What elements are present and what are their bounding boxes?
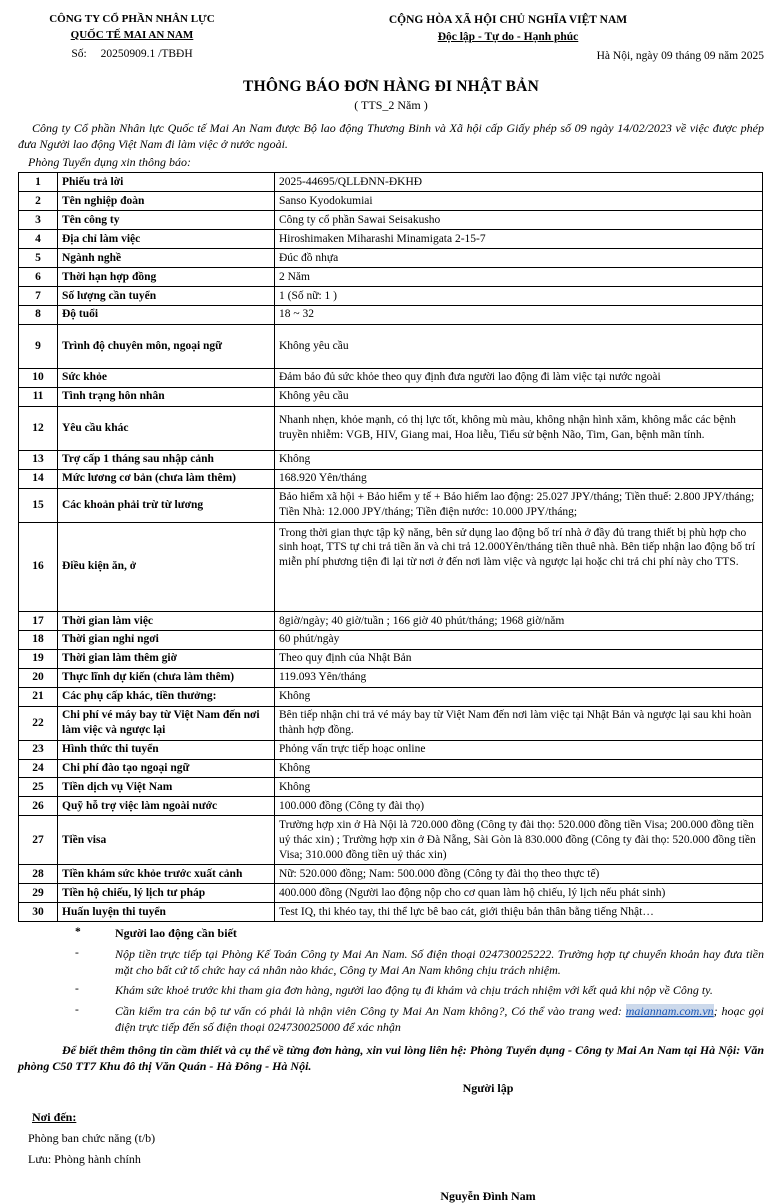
row-label-cell: Tiền khám sức khỏe trước xuất cảnh (58, 865, 275, 884)
row-value-cell: Nhanh nhẹn, khỏe mạnh, có thị lực tốt, không mù màu, không nhận hình xăm, không mắc các bệnh truyền nhiễm: VGB, HIV, Giang mai, Hoa liễu, Tiểu sử bệnh Não, Tim, Gan, bệnh mãn tính. (275, 406, 763, 450)
table-row (19, 287, 763, 306)
table-row (19, 488, 763, 522)
row-value-cell: 8giờ/ngày; 40 giờ/tuần ; 166 giờ 40 phút/tháng; 1968 giờ/năm (275, 612, 763, 631)
row-value-cell: Đảm bảo đủ sức khỏe theo quy định đưa người lao động đi làm việc tại nước ngoài (275, 368, 763, 387)
row-number-cell: 30 (19, 903, 58, 922)
row-number-cell: 4 (19, 230, 58, 249)
row-label-cell: Hình thức thi tuyển (58, 740, 275, 759)
table-row (19, 469, 763, 488)
row-label-cell: Thực lĩnh dự kiến (chưa làm thêm) (58, 668, 275, 687)
row-value-cell: 168.920 Yên/tháng (275, 469, 763, 488)
row-number-cell: 8 (19, 305, 58, 324)
table-row (19, 903, 763, 922)
row-label-cell: Yêu cầu khác (58, 406, 275, 450)
document-number: 20250909.1 /TBĐH (100, 47, 193, 60)
note-bullet-1-text: Nộp tiền trực tiếp tại Phòng Kế Toán Công ty Mai An Nam. Số điện thoại 024730025222. Trường hợp tự chuyển khoản hay đưa tiền mặt cho bất cứ tổ chức hay cá nhân nào khác, Công ty Mai An Nam không chịu trách nhiệm. (115, 946, 764, 977)
row-number-cell: 11 (19, 387, 58, 406)
table-row (19, 406, 763, 450)
website-link[interactable]: maiannam.com.vn (625, 1004, 714, 1019)
notes-heading (18, 926, 764, 942)
row-number-cell: 29 (19, 884, 58, 903)
document-number-line (18, 46, 246, 63)
dash-marker: - (75, 983, 79, 996)
row-label-cell: Thời hạn hợp đồng (58, 268, 275, 287)
table-row (19, 612, 763, 631)
destination-item-1: Phòng ban chức năng (t/b) (28, 1131, 156, 1146)
table-row (19, 305, 763, 324)
row-value-cell: Hiroshimaken Miharashi Minamigata 2-15-7 (275, 230, 763, 249)
note-bullet-1 (18, 947, 764, 979)
table-row (19, 268, 763, 287)
row-number-cell: 2 (19, 192, 58, 211)
row-value-cell: Công ty cổ phần Sawai Seisakusho (275, 211, 763, 230)
asterisk-marker: * (75, 925, 81, 938)
row-number-cell: 9 (19, 324, 58, 368)
row-number-cell: 10 (19, 368, 58, 387)
destination-heading: Nơi đến: (32, 1110, 77, 1125)
note-bullet-3-text (115, 1004, 764, 1036)
row-label-cell: Tình trạng hôn nhân (58, 387, 275, 406)
destination-item-2: Lưu: Phòng hành chính (28, 1152, 141, 1167)
row-value-cell: Không (275, 687, 763, 706)
row-label-cell: Huấn luyện thi tuyển (58, 903, 275, 922)
row-label-cell: Tiền visa (58, 816, 275, 865)
note-bullet-2 (18, 983, 764, 999)
row-label-cell: Chi phí đào tạo ngoại ngữ (58, 759, 275, 778)
national-motto: Độc lập - Tự do - Hạnh phúc (437, 30, 579, 43)
row-label-cell: Quỹ hỗ trợ việc làm ngoài nước (58, 797, 275, 816)
row-value-cell: Không yêu cầu (275, 387, 763, 406)
note-bullet-3 (18, 1004, 764, 1036)
table-row (19, 522, 763, 612)
row-number-cell: 23 (19, 740, 58, 759)
row-number-cell: 28 (19, 865, 58, 884)
announcement-line: Phòng Tuyển dụng xin thông báo: (28, 155, 191, 170)
contact-paragraph: Để biết thêm thông tin cầm thiết và cụ thể về từng đơn hàng, xin vui lòng liên hệ: Phòng Tuyển dụng - Công ty Mai An Nam tại Hà Nội: Văn phòng C50 TT7 Khu đô thị Văn Quán - Hà Đông - Hà Nội. (18, 1042, 764, 1074)
row-number-cell: 15 (19, 488, 58, 522)
worker-notes-section (18, 926, 764, 1074)
row-number-cell: 16 (19, 522, 58, 612)
table-row (19, 387, 763, 406)
row-label-cell: Thời gian nghỉ ngơi (58, 630, 275, 649)
row-number-cell: 13 (19, 450, 58, 469)
table-row (19, 884, 763, 903)
national-title: CỘNG HÒA XÃ HỘI CHỦ NGHĨA VIỆT NAM (388, 14, 628, 26)
row-number-cell: 26 (19, 797, 58, 816)
destination-block (18, 1110, 764, 1167)
table-row (19, 324, 763, 368)
row-number-cell: 24 (19, 759, 58, 778)
place-date: Hà Nội, ngày 09 tháng 09 năm 2025 (596, 50, 764, 63)
row-value-cell: 119.093 Yên/tháng (275, 668, 763, 687)
row-number-cell: 21 (19, 687, 58, 706)
row-number-cell: 19 (19, 649, 58, 668)
row-label-cell: Mức lương cơ bản (chưa làm thêm) (58, 469, 275, 488)
row-label-cell: Tiền hộ chiếu, lý lịch tư pháp (58, 884, 275, 903)
row-number-cell: 20 (19, 668, 58, 687)
notes-heading-text: Người lao động cần biết (115, 925, 237, 940)
document-number-label: Số: (71, 47, 87, 60)
row-label-cell: Độ tuổi (58, 305, 275, 324)
row-label-cell: Sức khỏe (58, 368, 275, 387)
row-number-cell: 18 (19, 630, 58, 649)
row-value-cell: Nữ: 520.000 đồng; Nam: 500.000 đồng (Công ty đài thọ theo thực tế) (275, 865, 763, 884)
license-paragraph: Công ty Cổ phần Nhân lực Quốc tế Mai An Nam được Bộ lao động Thương Binh và Xã hội cấp Giấy phép số 09 ngày 14/02/2023 về việc được phép đưa Người lao động Việt Nam đi làm việc ở nước ngoài. (18, 121, 764, 152)
row-number-cell: 22 (19, 706, 58, 740)
row-number-cell: 27 (19, 816, 58, 865)
table-row (19, 778, 763, 797)
row-value-cell: Bảo hiểm xã hội + Bảo hiểm y tế + Bảo hiểm lao động: 25.027 JPY/tháng; Tiền thuế: 2.800 JPY/tháng; Tiền Nhà: 12.000 JPY/tháng; Tiền điện nước: 10.000 JPY/tháng; (275, 488, 763, 522)
row-label-cell: Phiếu trả lời (58, 173, 275, 192)
row-label-cell: Địa chỉ làm việc (58, 230, 275, 249)
table-row (19, 211, 763, 230)
table-row (19, 368, 763, 387)
row-label-cell: Tiền dịch vụ Việt Nam (58, 778, 275, 797)
note-bullet-3-prefix: Cần kiểm tra cán bộ tư vấn có phải là nhận viên Công ty Mai An Nam không?, Có thể vào trang wed: (115, 1004, 626, 1019)
table-row (19, 740, 763, 759)
table-row (19, 230, 763, 249)
row-value-cell: Sanso Kyodokumiai (275, 192, 763, 211)
row-number-cell: 12 (19, 406, 58, 450)
note-bullet-3-suffix: ; hoạc gọi điện trực tiếp đến số điện thoại 024730025000 để xác nhận (115, 1004, 764, 1035)
row-value-cell: Không yêu cầu (275, 324, 763, 368)
page-title: THÔNG BÁO ĐƠN HÀNG ĐI NHẬT BẢN (243, 78, 539, 96)
table-row (19, 759, 763, 778)
row-value-cell: 60 phút/ngày (275, 630, 763, 649)
note-bullet-2-text: Khám sức khoẻ trước khi tham gia đơn hàng, người lao động tụ đi khám và chịu trách nhiệm với kết quả khi nộp về Công ty. (115, 983, 713, 998)
creator-label: Người lập (462, 1081, 514, 1096)
company-name-line2: QUỐC TẾ MAI AN NAM (70, 28, 194, 41)
row-value-cell: 100.000 đồng (Công ty đài thọ) (275, 797, 763, 816)
table-row (19, 630, 763, 649)
table-row (19, 249, 763, 268)
row-label-cell: Trợ cấp 1 tháng sau nhập cảnh (58, 450, 275, 469)
national-motto-block (252, 12, 764, 65)
table-row (19, 865, 763, 884)
row-label-cell: Các khoản phải trừ từ lương (58, 488, 275, 522)
company-block (18, 12, 246, 63)
page-subtitle: ( TTS_2 Năm ) (354, 98, 428, 113)
row-number-cell: 14 (19, 469, 58, 488)
row-number-cell: 3 (19, 211, 58, 230)
table-row (19, 450, 763, 469)
row-number-cell: 7 (19, 287, 58, 306)
job-order-table (18, 172, 763, 922)
row-value-cell: Phỏng vấn trực tiếp hoạc online (275, 740, 763, 759)
table-row (19, 687, 763, 706)
row-label-cell: Điều kiện ăn, ở (58, 522, 275, 612)
row-label-cell: Các phụ cấp khác, tiền thưởng: (58, 687, 275, 706)
table-row (19, 816, 763, 865)
company-name-line1: CÔNG TY CỔ PHẦN NHÂN LỰC (49, 13, 215, 25)
signer-name: Nguyễn Đình Nam (440, 1189, 536, 1204)
row-value-cell: 1 (Số nữ: 1 ) (275, 287, 763, 306)
document-header (18, 12, 764, 65)
dash-marker: - (75, 946, 79, 959)
row-value-cell: Không (275, 450, 763, 469)
table-row (19, 668, 763, 687)
table-row (19, 649, 763, 668)
row-value-cell: Theo quy định của Nhật Bản (275, 649, 763, 668)
row-value-cell: Trường hợp xin ở Hà Nội là 720.000 đồng (Công ty đài thọ: 520.000 đồng tiền Visa; 200.000 đồng tiền uỷ thác xin) ; Trường hợp xin ở Đà Nẵng, Sài Gòn là 830.000 đồng (Công ty đài thọ: 520.000 đồng tiền Visa; 310.000 đồng tiền uỷ thác xin) (275, 816, 763, 865)
dash-marker: - (75, 1004, 79, 1017)
row-number-cell: 5 (19, 249, 58, 268)
row-label-cell: Thời gian làm thêm giờ (58, 649, 275, 668)
row-value-cell: Không (275, 778, 763, 797)
row-number-cell: 17 (19, 612, 58, 631)
table-row (19, 706, 763, 740)
row-label-cell: Tên công ty (58, 211, 275, 230)
row-value-cell: Không (275, 759, 763, 778)
row-label-cell: Trình độ chuyên môn, ngoại ngữ (58, 324, 275, 368)
row-label-cell: Thời gian làm việc (58, 612, 275, 631)
table-row (19, 192, 763, 211)
table-row (19, 173, 763, 192)
row-label-cell: Tên nghiệp đoàn (58, 192, 275, 211)
row-label-cell: Ngành nghề (58, 249, 275, 268)
row-number-cell: 6 (19, 268, 58, 287)
row-value-cell: 18 ~ 32 (275, 305, 763, 324)
row-value-cell: 400.000 đồng (Người lao động nộp cho cơ quan làm hộ chiếu, lý lịch nếu phát sinh) (275, 884, 763, 903)
row-label-cell: Số lượng cần tuyển (58, 287, 275, 306)
row-value-cell: 2025-44695/QLLĐNN-ĐKHĐ (275, 173, 763, 192)
row-value-cell: Bên tiếp nhận chi trả vé máy bay từ Việt Nam đến nơi làm việc tại Nhật Bản và ngược lại sau khi hoàn thành hợp đồng. (275, 706, 763, 740)
row-value-cell: Đúc đồ nhựa (275, 249, 763, 268)
row-label-cell: Chi phí vé máy bay từ Việt Nam đến nơi làm việc và ngược lại (58, 706, 275, 740)
row-number-cell: 25 (19, 778, 58, 797)
table-row (19, 797, 763, 816)
row-value-cell: Trong thời gian thực tập kỹ năng, bên sử dụng lao động bố trí nhà ở đầy đủ trang thiết bị phù hợp cho sinh hoạt, TTS tự chi trả tiền ăn và chi trả 12.000Yên/tháng tiền thuê nhà. Bên tiếp nhận lao động bố trí miễn phí phương tiện đi lại từ nơi ở đến nơi làm việc và ngược lại hoặc chi trả chi phí này cho TTS. (275, 522, 763, 612)
row-number-cell: 1 (19, 173, 58, 192)
row-value-cell: Test IQ, thi khéo tay, thi thể lực bê bao cát, giới thiệu bản thân bằng tiếng Nhật… (275, 903, 763, 922)
row-value-cell: 2 Năm (275, 268, 763, 287)
